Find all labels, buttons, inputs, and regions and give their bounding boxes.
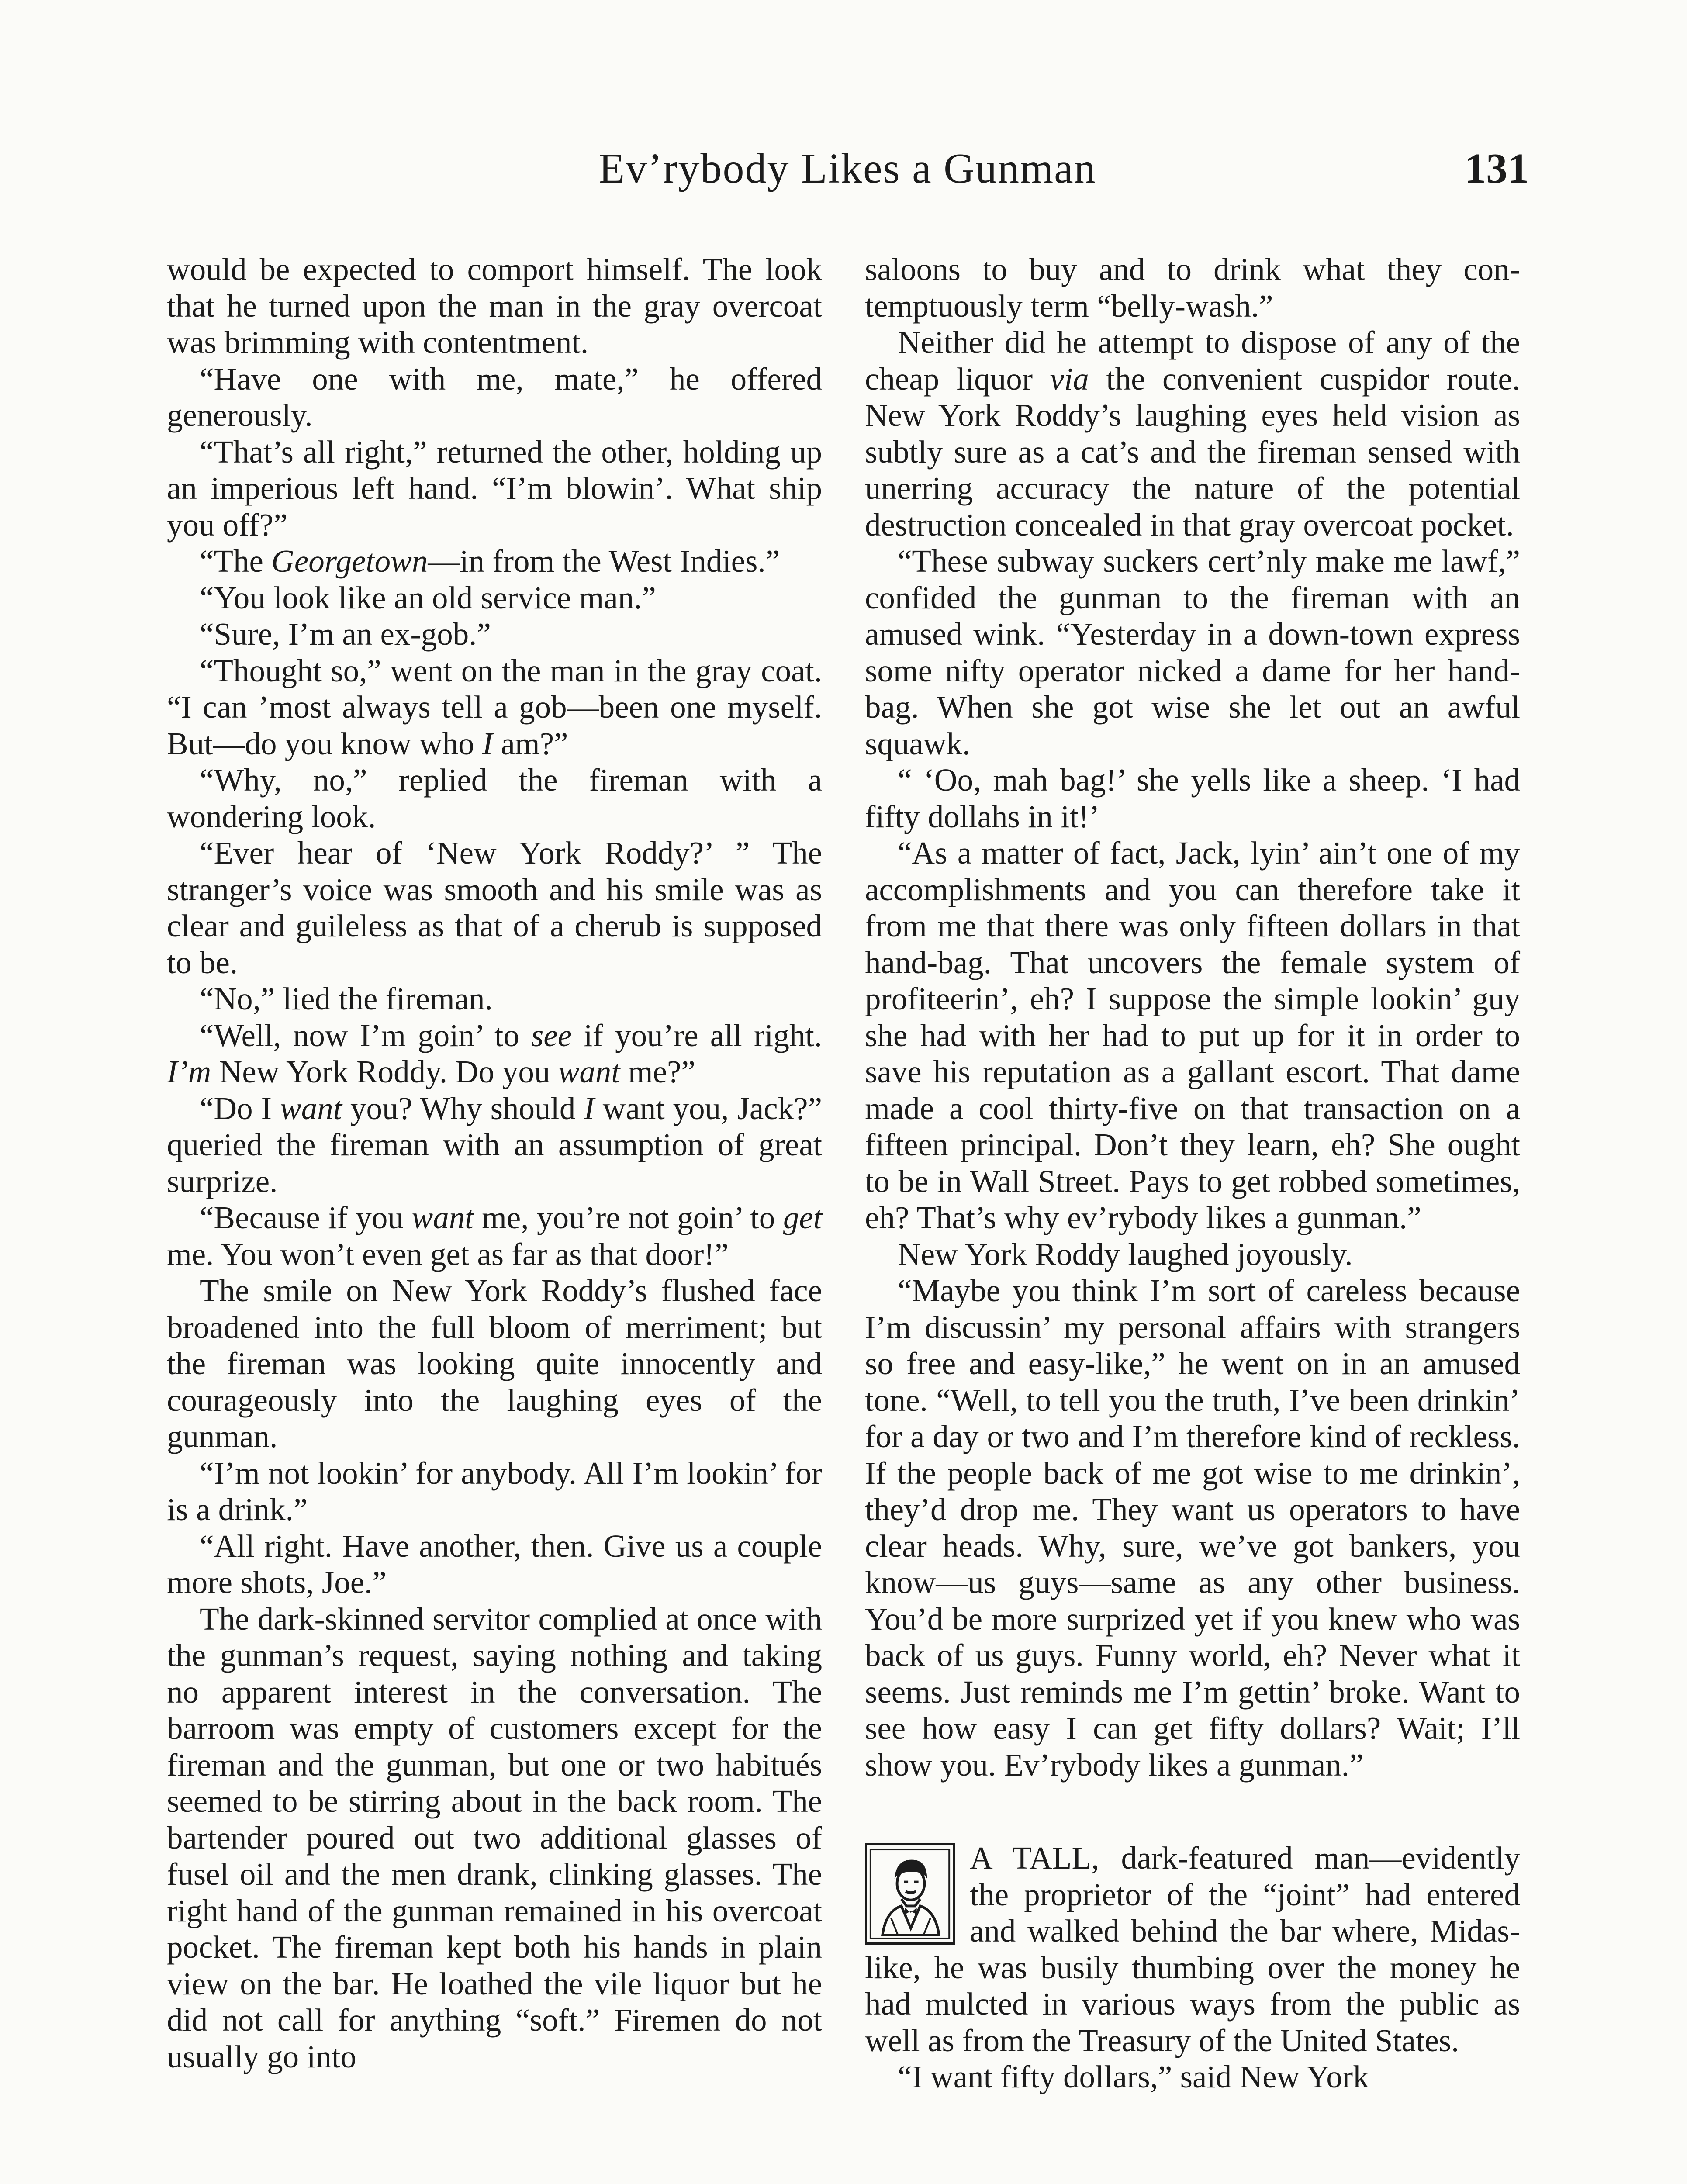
text-run: “I’m not lookin’ for anybody. All I’m lookin’ for is a drink.” — [167, 1455, 822, 1527]
text-run: me. You won’t even get as far as that door!” — [167, 1236, 729, 1272]
text-run: “Well, now I’m goin’ to — [200, 1017, 531, 1053]
paragraph — [167, 251, 822, 361]
paragraph — [167, 762, 822, 835]
page-number: 131 — [1465, 145, 1529, 192]
italic-text: want — [411, 1200, 474, 1235]
paragraph — [167, 1601, 822, 2075]
text-run: “Ever hear of ‘New York Roddy?’ ” The stranger’s voice was smooth and his smile was as clear and guileless as that of a cherub is supposed to be. — [167, 835, 822, 980]
text-run: “All right. Have another, then. Give us a couple more shots, Joe.” — [167, 1528, 822, 1600]
paragraph — [167, 981, 822, 1017]
paragraph — [167, 1017, 822, 1090]
paragraph — [167, 835, 822, 981]
text-run: New York Roddy. Do you — [211, 1054, 558, 1089]
text-run: “Maybe you think I’m sort of careless because I’m discussin’ my personal affairs with strangers so free and easy-like,” he went on in an amused tone. “Well, to tell you the truth, I’ve been drinkin’ for a day or two and I’m therefore kind of reckless. If the people back of me got wise to me drinkin’, they’d drop me. They want us operators to have clear heads. Why, sure, we’ve got bankers, you know—us guys—same as any other business. You’d be more surprized yet if you knew who was back of us guys. Funny world, eh? Never what it seems. Just reminds me I’m gettin’ broke. Want to see how easy I can get fifty dollars? Wait; I’ll show you. Ev’rybody likes a gunman.” — [865, 1273, 1520, 1783]
italic-text: want — [280, 1090, 342, 1126]
text-run: “Thought so,” went on the man in the gray coat. “I can ’most always tell a gob—been one myself. But—do you know who — [167, 653, 822, 761]
italic-text: I’m — [167, 1054, 211, 1089]
italic-text: see — [531, 1017, 572, 1053]
text-run: am?” — [493, 726, 568, 761]
text-run: if you’re all right. — [572, 1017, 822, 1053]
text-run: “You look like an old service man.” — [200, 580, 656, 615]
right-column-body — [865, 251, 1520, 1783]
text-run: would be expected to comport himself. The look that he turned upon the man in the gray overcoat was brimming with contentment. — [167, 252, 822, 360]
paragraph — [865, 1272, 1520, 1783]
running-title: Ev’rybody Likes a Gunman — [598, 145, 1096, 192]
paragraph — [167, 434, 822, 543]
paragraph — [167, 1528, 822, 1601]
italic-text: Georgetown — [271, 543, 428, 579]
page-header — [166, 144, 1529, 232]
text-run: Neither did he attempt to dispose of any of the cheap liquor — [865, 325, 1520, 397]
paragraph — [865, 762, 1520, 835]
text-run: “Why, no,” replied the fireman with a wondering look. — [167, 762, 822, 834]
text-run: “These subway suckers cert’nly make me lawf,” confided the gunman to the fireman with an amused wink. “Yesterday in a down-town express some nifty operator nicked a dame for her hand-bag. When she got wise she let out an awful squawk. — [865, 543, 1520, 761]
text-run: “Because if you — [200, 1200, 412, 1235]
italic-text: I — [584, 1090, 595, 1126]
paragraph — [167, 361, 822, 434]
text-run: you? Why should — [342, 1090, 584, 1126]
text-run: “That’s all right,” returned the other, holding up an imperious left hand. “I’m blowin’. What ship you off?” — [167, 434, 822, 543]
text-run: want you, Jack?” queried the fireman with an assumption of great surprize. — [167, 1090, 822, 1199]
text-run: me, you’re not goin’ to — [474, 1200, 783, 1235]
paragraph — [865, 324, 1520, 543]
italic-text: I — [482, 726, 493, 761]
man-portrait-drop-cap-icon — [865, 1843, 955, 1945]
paragraph — [167, 1090, 822, 1200]
italic-text: via — [1050, 361, 1089, 397]
paragraph — [167, 1199, 822, 1272]
paragraph — [865, 251, 1520, 324]
paragraph — [865, 1236, 1520, 1273]
left-column — [167, 251, 822, 2075]
text-run: —in from the West Indies.” — [428, 543, 780, 579]
final-paragraph: “I want fifty dollars,” said New York — [898, 2059, 1369, 2094]
section-paragraph: A TALL, dark-featured man—evidently the proprietor of the “joint” had entered and walked behind the bar where, Midas-like, he was busily thumbing over the money he had mulcted in various ways from the public as well as from the Treasury of the United States. — [865, 1840, 1520, 2058]
paragraph — [167, 653, 822, 762]
text-run: The smile on New York Roddy’s flushed face broadened into the full bloom of merriment; but the fireman was looking quite innocently and courageously into the laughing eyes of the gunman. — [167, 1273, 822, 1454]
text-run: The dark-skinned servitor complied at once with the gunman’s request, saying nothing and taking no apparent interest in the conversation. The barroom was empty of customers except for the fireman and the gunman, but one or two habitués seemed to be stirring about in the back room. The bartender poured out two additional glasses of fusel oil and the men drank, clinking glasses. The right hand of the gunman remained in his overcoat pocket. The fireman kept both his hands in plain view on the bar. He loathed the vile liquor but he did not call for anything “soft.” Firemen do not usually go into — [167, 1601, 822, 2074]
section-break-block — [865, 1840, 1520, 2095]
text-run: the convenient cuspidor route. New York Roddy’s laughing eyes held vision as subtly sure as a cat’s and the fireman sensed with unerring accuracy the nature of the potential destruction concealed in that gray overcoat pocket. — [865, 361, 1520, 543]
text-run: “Sure, I’m an ex-gob.” — [200, 616, 491, 652]
text-run: “Do I — [200, 1090, 280, 1126]
italic-text: get — [783, 1200, 822, 1235]
text-run: me?” — [620, 1054, 695, 1089]
text-run: “As a matter of fact, Jack, lyin’ ain’t one of my accomplishments and you can therefore take it from me that there was only fifteen dollars in that hand-bag. That uncovers the female system of profiteerin’, eh? I suppose the simple lookin’ guy she had with her had to put up for it in order to save his reputation as a gallant escort. That dame made a cool thirty-five on that transaction on a fifteen principal. Don’t they learn, eh? She ought to be in Wall Street. Pays to get robbed sometimes, eh? That’s why ev’rybody likes a gunman.” — [865, 835, 1520, 1235]
paragraph — [167, 580, 822, 616]
text-run: “Have one with me, mate,” he offered generously. — [167, 361, 822, 433]
text-run: “The — [200, 543, 272, 579]
paragraph — [865, 835, 1520, 1236]
paragraph — [167, 1272, 822, 1455]
text-run: “No,” lied the fireman. — [200, 981, 493, 1016]
right-column — [865, 251, 1520, 2095]
text-run: “ ‘Oo, mah bag!’ she yells like a sheep. ‘I had fifty dollahs in it!’ — [865, 762, 1520, 834]
paragraph — [865, 543, 1520, 762]
paragraph — [167, 616, 822, 653]
text-run: New York Roddy laughed joyously. — [898, 1236, 1353, 1272]
paragraph — [167, 1455, 822, 1528]
italic-text: want — [558, 1054, 620, 1089]
text-run: saloons to buy and to drink what they contemptuously term “belly-wash.” — [865, 252, 1520, 324]
paragraph — [167, 543, 822, 580]
